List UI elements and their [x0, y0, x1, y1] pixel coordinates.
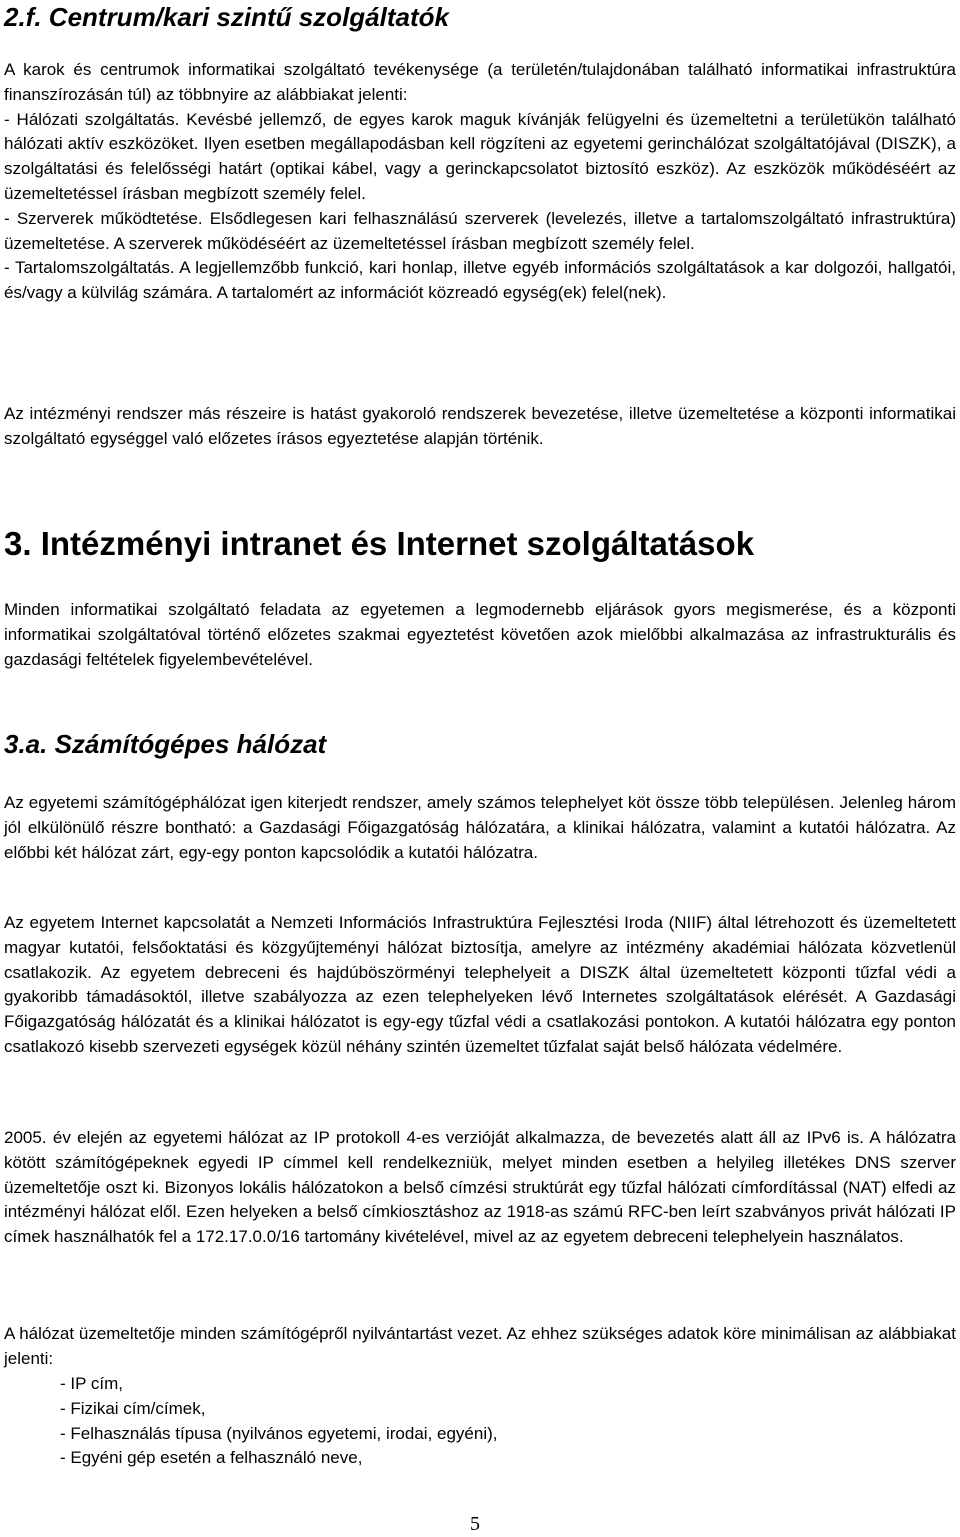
section-2f-closing-block [4, 402, 956, 452]
data-fields-list [60, 1372, 498, 1471]
list-item: - Egyéni gép esetén a felhasználó neve, [60, 1448, 363, 1468]
section-3-heading: 3. Intézményi intranet és Internet szolgáltatások [4, 525, 755, 562]
section-3a-text-2: Az egyetem Internet kapcsolatát a Nemzeti Információs Infrastruktúra Fejlesztési Iroda (NIIF) által létrehozott és üzemeltetett magyar kutatói, felsőoktatási és közgyűjteményi hálózat biztosítja, amelyre az intézmény akadémiai hálózata közvetlenül csatlakozik. Az egyetem debreceni és hajdúböszörményi telephelyeit a DISZK által üzemeltetett központi tűzfal védi a gyakoribb támadásoktól, illetve szabályozza az ezen telephelyeken lévő Internetes szolgáltatások elérését. A Gazdasági Főigazgatóság hálózatát és a klinikai hálózatot is egy-egy tűzfal védi a csatlakozási pontokon. A kutatói hálózatra egy ponton csatlakozó kisebb szervezeti egységek közül néhány szintén üzemeltet tűzfalat saját belső hálózata védelmére. [4, 913, 956, 1056]
section-2f-intro: A karok és centrumok informatikai szolgáltató tevékenysége (a területén/tulajdonában található informatikai infrastruktúra finanszírozásán túl) az többnyire az alábbiakat jelenti: [4, 60, 956, 104]
section-2f-heading: 2.f. Centrum/kari szintű szolgáltatók [4, 2, 449, 32]
section-3-body [4, 598, 956, 672]
section-3a-paragraph-1 [4, 791, 956, 865]
section-2f-item-network: - Hálózati szolgáltatás. Kevésbé jellemző, de egyes karok maguk kívánják felügyelni és üzemeltetni a területükön található hálózati aktív eszközöket. Ilyen esetben megállapodásban kell rögzíteni az egyetemi gerinchálózat szolgáltatójával (DISZK), a szolgáltatási és felelősségi határt (optikai kábel, vagy a gerinckapcsolatot biztosító eszköz). Az eszközök működéséért az üzemeltetéssel írásban megbízott személy felel. [4, 109, 956, 203]
list-item: - Felhasználás típusa (nyilvános egyetemi, irodai, egyéni), [60, 1423, 498, 1443]
section-3a-text-1: Az egyetemi számítógéphálózat igen kiterjedt rendszer, amely számos telephelyet köt össze több településen. Jelenleg három jól elkülönülő részre bontható: a Gazdasági Főigazgatóság hálózatára, a klinikai hálózatra, valamint a kutatói hálózatra. Az előbbi két hálózat zárt, egy-egy ponton kapcsolódik a kutatói hálózatra. [4, 793, 956, 862]
section-3a-text-3: 2005. év elején az egyetemi hálózat az IP protokoll 4-es verzióját alkalmazza, de bevezetés alatt áll az IPv6 is. A hálózatra kötött számítógépeknek egyedi IP címmel kell rendelkezniük, melyet minden esetben a helyileg illetékes DNS szerver üzemeltetője oszt ki. Bizonyos lokális hálózatokon a belső címzési struktúrát egy tűzfal hálózati címfordítással (NAT) elfedi az intézményi hálózat elől. Ezen helyeken a belső címkiosztáshoz az 1918-as számú RFC-ben leírt szabványos privát hálózati IP címek használhatók fel a 172.17.0.0/16 tartomány kivételével, mivel az az egyetem debreceni telephelyein használatos. [4, 1128, 956, 1247]
list-item: - Fizikai cím/címek, [60, 1398, 206, 1418]
section-2f-body [4, 58, 956, 306]
section-3a-paragraph-4 [4, 1322, 956, 1372]
section-2f-item-servers: - Szerverek működtetése. Elsődlegesen kari felhasználású szerverek (levelezés, illetve a tartalomszolgáltató infrastruktúra) üzemeltetése. A szerverek működéséért az üzemeltetéssel írásban megbízott személy felel. [4, 208, 956, 253]
list-item: - IP cím, [60, 1374, 123, 1393]
section-3a-paragraph-3 [4, 1126, 956, 1250]
page-number: 5 [470, 1513, 480, 1535]
section-3a-text-4: A hálózat üzemeltetője minden számítógépről nyilvántartást vezet. Az ehhez szükséges adatok köre minimálisan az alábbiakat jelenti: [4, 1324, 956, 1368]
section-2f-closing: Az intézményi rendszer más részeire is hatást gyakoroló rendszerek bevezetése, illetve üzemeltetése a központi informatikai szolgáltató egységgel való előzetes írásos egyeztetése alapján történik. [4, 404, 956, 448]
section-3-paragraph: Minden informatikai szolgáltató feladata az egyetemen a legmodernebb eljárások gyors megismerése, és a központi informatikai szolgáltatóval történő előzetes szakmai egyeztetést követően azok mielőbbi alkalmazása az infrastrukturális és gazdasági feltételek figyelembevételével. [4, 600, 956, 669]
section-2f-item-content: - Tartalomszolgáltatás. A legjellemzőbb funkció, kari honlap, illetve egyéb információs szolgáltatások a kar dolgozói, hallgatói, és/vagy a külvilág számára. A tartalomért az információt közreadó egység(ek) felel(nek). [4, 258, 956, 303]
section-3a-heading: 3.a. Számítógépes hálózat [4, 729, 327, 759]
section-3a-paragraph-2 [4, 911, 956, 1060]
